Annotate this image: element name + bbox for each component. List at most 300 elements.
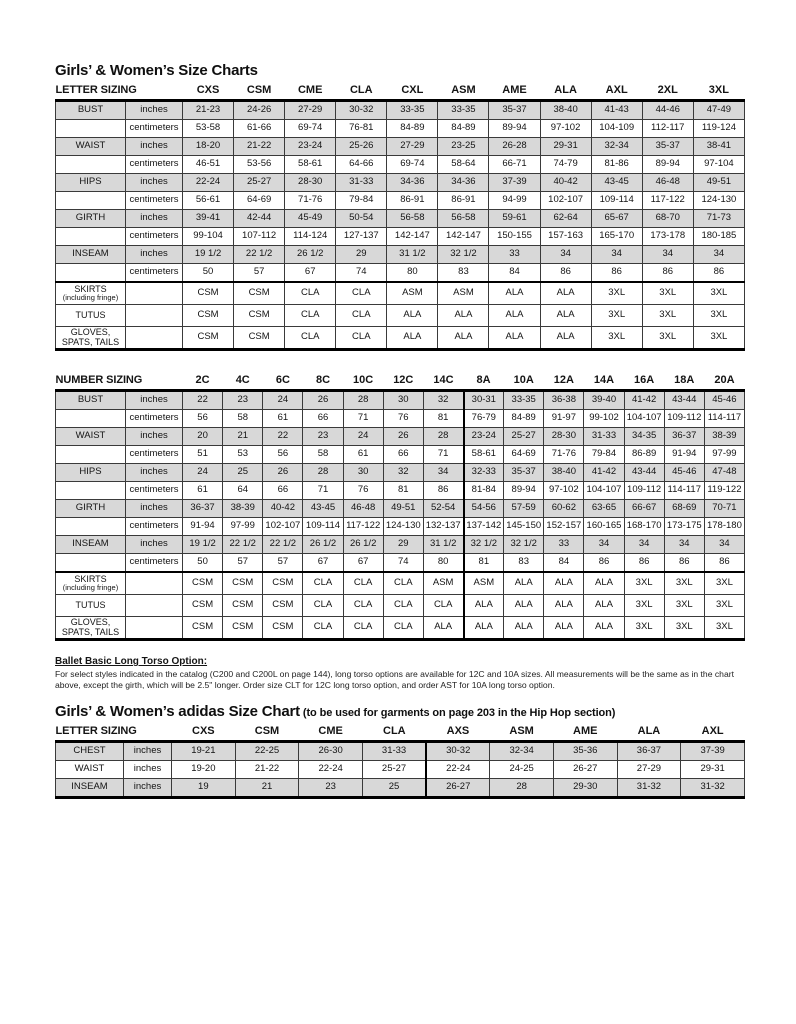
row-label xyxy=(56,228,126,246)
size-value-cell: 99-104 xyxy=(183,228,234,246)
size-value-cell: 26 xyxy=(303,391,343,410)
adidas-title-text: Girls’ & Women’s adidas Size Chart xyxy=(55,703,300,720)
size-value-cell: 22 1/2 xyxy=(263,536,303,554)
unit-label: inches xyxy=(126,210,183,228)
column-header-14c: 14C xyxy=(433,374,454,386)
size-value-cell: 132-137 xyxy=(423,518,463,536)
size-value-cell: 109-114 xyxy=(591,192,642,210)
adidas-size-table xyxy=(55,725,745,799)
size-value-cell: CSM xyxy=(234,282,285,305)
size-value-cell: 3XL xyxy=(642,327,693,350)
size-value-cell: 59-61 xyxy=(489,210,540,228)
size-value-cell: 19-21 xyxy=(172,742,236,761)
size-value-cell: 83 xyxy=(504,554,544,573)
size-value-cell: 86 xyxy=(693,264,744,283)
size-value-cell: 53-58 xyxy=(183,120,234,138)
size-value-cell: 34 xyxy=(704,536,744,554)
size-value-cell: 26 1/2 xyxy=(303,536,343,554)
size-value-cell: ALA xyxy=(584,572,624,595)
size-value-cell: 26 1/2 xyxy=(285,246,336,264)
size-value-cell: 29-30 xyxy=(553,779,617,798)
size-value-cell: 3XL xyxy=(704,572,744,595)
letter-sizing-table xyxy=(55,84,745,351)
size-value-cell: 109-114 xyxy=(303,518,343,536)
column-header-asm: ASM xyxy=(451,84,476,96)
size-value-cell: 56-58 xyxy=(438,210,489,228)
size-value-cell: ASM xyxy=(464,572,504,595)
size-value-cell: 25-27 xyxy=(504,428,544,446)
column-header-cla: CLA xyxy=(383,725,406,737)
size-value-cell: 71 xyxy=(343,410,383,428)
row-label: CHEST xyxy=(56,742,124,761)
unit-label: inches xyxy=(126,101,183,120)
column-header-asm: ASM xyxy=(509,725,534,737)
size-value-cell: CSM xyxy=(183,595,223,617)
size-value-cell: 61 xyxy=(343,446,383,464)
column-header-cxs: CXS xyxy=(196,84,220,96)
column-header-2c: 2C xyxy=(195,374,210,386)
size-value-cell: 28 xyxy=(490,779,554,798)
size-value-cell: 112-117 xyxy=(642,120,693,138)
size-value-cell: CSM xyxy=(183,572,223,595)
size-value-cell: 99-102 xyxy=(584,410,624,428)
size-value-cell: 36-38 xyxy=(544,391,584,410)
size-value-cell: 89-94 xyxy=(642,156,693,174)
size-value-cell: 145-150 xyxy=(504,518,544,536)
size-value-cell: CLA xyxy=(383,572,423,595)
size-value-cell: 3XL xyxy=(624,617,664,640)
unit-label: inches xyxy=(126,428,183,446)
garment-row-label: GLOVES, SPATS, TAILS xyxy=(56,327,126,350)
size-value-cell: 3XL xyxy=(704,595,744,617)
size-value-cell: CSM xyxy=(223,572,263,595)
size-value-cell: 22 xyxy=(183,391,223,410)
size-value-cell: 3XL xyxy=(693,282,744,305)
unit-label: inches xyxy=(124,779,172,798)
size-value-cell: 173-178 xyxy=(642,228,693,246)
size-value-cell: 76 xyxy=(343,482,383,500)
size-value-cell: 102-107 xyxy=(263,518,303,536)
size-value-cell: 47-49 xyxy=(693,101,744,120)
size-value-cell: 79-84 xyxy=(336,192,387,210)
size-value-cell: 32-34 xyxy=(490,742,554,761)
size-value-cell: 57-59 xyxy=(504,500,544,518)
size-value-cell: 36-37 xyxy=(617,742,681,761)
size-value-cell: 91-94 xyxy=(664,446,704,464)
size-value-cell: 71-76 xyxy=(285,192,336,210)
size-value-cell: 47-48 xyxy=(704,464,744,482)
column-header-6c: 6C xyxy=(275,374,290,386)
size-value-cell: 180-185 xyxy=(693,228,744,246)
column-header-axl: AXL xyxy=(701,725,724,737)
size-value-cell: 20 xyxy=(183,428,223,446)
unit-label: centimeters xyxy=(126,228,183,246)
row-label: HIPS xyxy=(56,174,126,192)
unit-label: inches xyxy=(126,536,183,554)
garment-row-label: SKIRTS (including fringe) xyxy=(56,572,126,595)
size-value-cell: CSM xyxy=(263,617,303,640)
size-value-cell: 21-22 xyxy=(235,761,299,779)
column-header-20a: 20A xyxy=(714,374,735,386)
size-value-cell: 89-94 xyxy=(504,482,544,500)
size-value-cell: 3XL xyxy=(693,327,744,350)
size-value-cell: 28 xyxy=(303,464,343,482)
unit-label: centimeters xyxy=(126,264,183,283)
size-value-cell: 19-20 xyxy=(172,761,236,779)
size-value-cell: 19 1/2 xyxy=(183,246,234,264)
size-value-cell: 22 xyxy=(263,428,303,446)
size-value-cell: 27-29 xyxy=(387,138,438,156)
size-value-cell: 64-66 xyxy=(336,156,387,174)
size-value-cell: 22 1/2 xyxy=(223,536,263,554)
size-value-cell: 29 xyxy=(336,246,387,264)
size-value-cell: 109-112 xyxy=(624,482,664,500)
size-value-cell: 58-61 xyxy=(285,156,336,174)
size-value-cell: ALA xyxy=(387,305,438,327)
size-value-cell: CLA xyxy=(383,617,423,640)
size-value-cell: 104-107 xyxy=(584,482,624,500)
size-value-cell: CSM xyxy=(183,305,234,327)
size-value-cell: CSM xyxy=(183,327,234,350)
size-value-cell: 66-71 xyxy=(489,156,540,174)
size-value-cell: 36-37 xyxy=(664,428,704,446)
size-value-cell: 58-64 xyxy=(438,156,489,174)
size-value-cell: 28 xyxy=(343,391,383,410)
size-value-cell: CSM xyxy=(263,572,303,595)
size-value-cell: 32-33 xyxy=(464,464,504,482)
size-value-cell: 91-97 xyxy=(544,410,584,428)
row-label: INSEAM xyxy=(56,536,126,554)
row-label xyxy=(56,554,126,573)
size-value-cell: 68-70 xyxy=(642,210,693,228)
size-value-cell: 71 xyxy=(423,446,463,464)
size-value-cell: 23 xyxy=(303,428,343,446)
size-value-cell: 25-26 xyxy=(336,138,387,156)
size-value-cell: 32 xyxy=(383,464,423,482)
size-value-cell: 34 xyxy=(591,246,642,264)
size-value-cell: 50 xyxy=(183,554,223,573)
column-header-cxl: CXL xyxy=(401,84,424,96)
size-value-cell: 97-102 xyxy=(540,120,591,138)
size-value-cell: 81 xyxy=(423,410,463,428)
size-value-cell: 86-89 xyxy=(624,446,664,464)
size-value-cell: 3XL xyxy=(693,305,744,327)
size-value-cell: 21-22 xyxy=(234,138,285,156)
size-value-cell: 39-40 xyxy=(584,391,624,410)
size-value-cell: 124-130 xyxy=(693,192,744,210)
column-header-axs: AXS xyxy=(446,725,470,737)
row-label: WAIST xyxy=(56,761,124,779)
size-value-cell: ALA xyxy=(540,282,591,305)
size-value-cell: 41-42 xyxy=(584,464,624,482)
size-value-cell: ALA xyxy=(438,327,489,350)
size-value-cell: 124-130 xyxy=(383,518,423,536)
size-value-cell: 28-30 xyxy=(285,174,336,192)
size-value-cell: 58-61 xyxy=(464,446,504,464)
size-value-cell: 84-89 xyxy=(438,120,489,138)
size-value-cell: ALA xyxy=(584,595,624,617)
table-type-label: NUMBER SIZING xyxy=(55,374,143,386)
section-title-letter-sizing: Girls’ & Women’s Size Charts xyxy=(55,62,258,79)
size-value-cell: CSM xyxy=(263,595,303,617)
size-value-cell: 31 1/2 xyxy=(387,246,438,264)
size-value-cell: 65-67 xyxy=(591,210,642,228)
unit-label-empty xyxy=(126,595,183,617)
size-value-cell: 81 xyxy=(383,482,423,500)
column-header-8c: 8C xyxy=(315,374,331,386)
size-value-cell: CLA xyxy=(285,327,336,350)
size-value-cell: 22-24 xyxy=(426,761,490,779)
size-value-cell: 50 xyxy=(183,264,234,283)
size-value-cell: 64-69 xyxy=(504,446,544,464)
size-value-cell: 102-107 xyxy=(540,192,591,210)
row-label: INSEAM xyxy=(56,246,126,264)
size-value-cell: 157-163 xyxy=(540,228,591,246)
size-value-cell: 18-20 xyxy=(183,138,234,156)
size-value-cell: 26-27 xyxy=(553,761,617,779)
number-sizing-section xyxy=(55,369,745,641)
size-value-cell: 76-79 xyxy=(464,410,504,428)
size-value-cell: ASM xyxy=(387,282,438,305)
size-value-cell: 117-122 xyxy=(642,192,693,210)
size-value-cell: ALA xyxy=(464,617,504,640)
size-value-cell: 43-44 xyxy=(624,464,664,482)
unit-label: inches xyxy=(126,391,183,410)
size-value-cell: 62-64 xyxy=(540,210,591,228)
size-value-cell: 86-91 xyxy=(438,192,489,210)
size-value-cell: 35-36 xyxy=(553,742,617,761)
size-value-cell: 34-35 xyxy=(624,428,664,446)
size-value-cell: 45-49 xyxy=(285,210,336,228)
size-value-cell: 86 xyxy=(591,264,642,283)
size-value-cell: 34 xyxy=(540,246,591,264)
size-value-cell: 104-107 xyxy=(624,410,664,428)
size-value-cell: 119-124 xyxy=(693,120,744,138)
size-value-cell: 21-23 xyxy=(183,101,234,120)
size-value-cell: ALA xyxy=(504,572,544,595)
size-value-cell: 38-39 xyxy=(704,428,744,446)
size-value-cell: 32 1/2 xyxy=(438,246,489,264)
size-value-cell: 49-51 xyxy=(693,174,744,192)
size-value-cell: 49-51 xyxy=(383,500,423,518)
size-value-cell: 56 xyxy=(263,446,303,464)
size-value-cell: 70-71 xyxy=(704,500,744,518)
size-value-cell: 56-61 xyxy=(183,192,234,210)
size-value-cell: 57 xyxy=(263,554,303,573)
row-label xyxy=(56,156,126,174)
column-header-ala: ALA xyxy=(554,84,577,96)
size-value-cell: 168-170 xyxy=(624,518,664,536)
row-label xyxy=(56,482,126,500)
size-value-cell: 29-31 xyxy=(540,138,591,156)
row-label xyxy=(56,264,126,283)
size-value-cell: 57 xyxy=(234,264,285,283)
size-value-cell: 80 xyxy=(387,264,438,283)
row-label: GIRTH xyxy=(56,210,126,228)
adidas-title-subtitle: (to be used for garments on page 203 in the Hip Hop section) xyxy=(299,707,616,719)
unit-label: inches xyxy=(126,464,183,482)
garment-row-label: TUTUS xyxy=(56,595,126,617)
unit-label-empty xyxy=(126,617,183,640)
row-label: GIRTH xyxy=(56,500,126,518)
size-value-cell: 3XL xyxy=(642,305,693,327)
size-value-cell: 22-24 xyxy=(299,761,363,779)
size-value-cell: 34 xyxy=(693,246,744,264)
size-value-cell: 61 xyxy=(183,482,223,500)
column-header-axl: AXL xyxy=(605,84,628,96)
size-chart-table xyxy=(55,84,745,351)
size-value-cell: 86 xyxy=(642,264,693,283)
size-value-cell: CSM xyxy=(183,617,223,640)
unit-label-empty xyxy=(126,282,183,305)
unit-label-empty xyxy=(126,305,183,327)
size-value-cell: 24-26 xyxy=(234,101,285,120)
size-value-cell: CLA xyxy=(336,305,387,327)
size-chart-table xyxy=(55,725,745,799)
size-value-cell: 41-42 xyxy=(624,391,664,410)
size-value-cell: ALA xyxy=(584,617,624,640)
size-value-cell: 34 xyxy=(584,536,624,554)
size-value-cell: 19 xyxy=(172,779,236,798)
size-value-cell: 173-175 xyxy=(664,518,704,536)
unit-label: centimeters xyxy=(126,410,183,428)
size-value-cell: 22-24 xyxy=(183,174,234,192)
size-value-cell: 83 xyxy=(438,264,489,283)
unit-label: centimeters xyxy=(126,156,183,174)
size-value-cell: 84 xyxy=(544,554,584,573)
size-value-cell: ALA xyxy=(504,617,544,640)
size-value-cell: 86 xyxy=(540,264,591,283)
size-value-cell: 81 xyxy=(464,554,504,573)
size-value-cell: 3XL xyxy=(664,595,704,617)
size-value-cell: 23 xyxy=(299,779,363,798)
size-value-cell: 40-42 xyxy=(540,174,591,192)
size-value-cell: 3XL xyxy=(591,305,642,327)
size-value-cell: 33-35 xyxy=(438,101,489,120)
size-value-cell: 31-32 xyxy=(617,779,681,798)
size-value-cell: 84 xyxy=(489,264,540,283)
unit-label: centimeters xyxy=(126,554,183,573)
size-value-cell: CLA xyxy=(343,595,383,617)
size-value-cell: ALA xyxy=(489,327,540,350)
size-value-cell: 89-94 xyxy=(489,120,540,138)
size-value-cell: 34 xyxy=(624,536,664,554)
size-value-cell: 22 1/2 xyxy=(234,246,285,264)
size-value-cell: 28-30 xyxy=(544,428,584,446)
size-value-cell: ALA xyxy=(464,595,504,617)
size-value-cell: CLA xyxy=(336,327,387,350)
size-value-cell: 24 xyxy=(343,428,383,446)
size-value-cell: ALA xyxy=(489,305,540,327)
row-label: WAIST xyxy=(56,138,126,156)
size-value-cell: ASM xyxy=(438,282,489,305)
size-value-cell: 97-102 xyxy=(544,482,584,500)
size-value-cell: 64-69 xyxy=(234,192,285,210)
size-value-cell: 35-37 xyxy=(642,138,693,156)
size-value-cell: 35-37 xyxy=(504,464,544,482)
size-value-cell: 27-29 xyxy=(617,761,681,779)
size-value-cell: 3XL xyxy=(664,617,704,640)
size-value-cell: 33 xyxy=(544,536,584,554)
size-value-cell: 71 xyxy=(303,482,343,500)
size-value-cell: 60-62 xyxy=(544,500,584,518)
size-value-cell: 84-89 xyxy=(387,120,438,138)
column-header-csm: CSM xyxy=(246,84,272,96)
size-value-cell: 119-122 xyxy=(704,482,744,500)
size-value-cell: 40-42 xyxy=(263,500,303,518)
size-value-cell: 26-30 xyxy=(299,742,363,761)
size-value-cell: 53 xyxy=(223,446,263,464)
garment-row-label: GLOVES, SPATS, TAILS xyxy=(56,617,126,640)
size-value-cell: CLA xyxy=(303,617,343,640)
size-value-cell: 44-46 xyxy=(642,101,693,120)
size-value-cell: 26 xyxy=(383,428,423,446)
size-value-cell: 58 xyxy=(223,410,263,428)
size-value-cell: 66 xyxy=(303,410,343,428)
size-value-cell: CLA xyxy=(285,305,336,327)
unit-label: inches xyxy=(126,174,183,192)
row-label: WAIST xyxy=(56,428,126,446)
size-value-cell: 53-56 xyxy=(234,156,285,174)
size-value-cell: 67 xyxy=(343,554,383,573)
unit-label: inches xyxy=(124,761,172,779)
size-value-cell: 31-33 xyxy=(362,742,426,761)
ballet-note xyxy=(55,656,745,691)
table-type-label: LETTER SIZING xyxy=(55,84,137,96)
ballet-note-body: For select styles indicated in the catalog (C200 and C200L on page 144), long torso options are available for 12C and 10A sizes. All measurements will be the same as in the chart above, except the girth, which will be 2.5" longer. Order size CLT for 12C long torso option, and order AST for 10A long torso option. xyxy=(55,669,734,690)
size-value-cell: 30 xyxy=(383,391,423,410)
size-value-cell: CLA xyxy=(343,572,383,595)
size-value-cell: 63-65 xyxy=(584,500,624,518)
column-header-10c: 10C xyxy=(353,374,374,386)
size-value-cell: 86 xyxy=(423,482,463,500)
unit-label-empty xyxy=(126,327,183,350)
size-value-cell: 33-35 xyxy=(387,101,438,120)
column-header-10a: 10A xyxy=(513,374,534,386)
garment-row-label: TUTUS xyxy=(56,305,126,327)
size-value-cell: 66 xyxy=(263,482,303,500)
size-value-cell: 38-40 xyxy=(540,101,591,120)
size-value-cell: ALA xyxy=(504,595,544,617)
size-value-cell: 137-142 xyxy=(464,518,504,536)
size-value-cell: 58 xyxy=(303,446,343,464)
column-header-cxs: CXS xyxy=(192,725,215,737)
size-value-cell: 24-25 xyxy=(490,761,554,779)
size-value-cell: 29-31 xyxy=(681,761,745,779)
size-value-cell: 25 xyxy=(362,779,426,798)
size-value-cell: 33 xyxy=(489,246,540,264)
size-value-cell: 54-56 xyxy=(464,500,504,518)
size-value-cell: 86-91 xyxy=(387,192,438,210)
size-value-cell: 24 xyxy=(183,464,223,482)
size-value-cell: 34 xyxy=(664,536,704,554)
column-header-cla: CLA xyxy=(349,84,373,96)
size-value-cell: 32 xyxy=(423,391,463,410)
size-value-cell: 32-34 xyxy=(591,138,642,156)
column-header-4c: 4C xyxy=(235,374,250,386)
size-value-cell: 94-99 xyxy=(489,192,540,210)
size-value-cell: CSM xyxy=(223,617,263,640)
size-value-cell: 57 xyxy=(223,554,263,573)
column-header-csm: CSM xyxy=(254,725,280,737)
size-value-cell: CSM xyxy=(234,305,285,327)
size-value-cell: 46-48 xyxy=(343,500,383,518)
column-header-16a: 16A xyxy=(634,374,655,386)
size-value-cell: 23-24 xyxy=(285,138,336,156)
size-value-cell: ASM xyxy=(423,572,463,595)
row-label xyxy=(56,120,126,138)
size-value-cell: 107-112 xyxy=(234,228,285,246)
